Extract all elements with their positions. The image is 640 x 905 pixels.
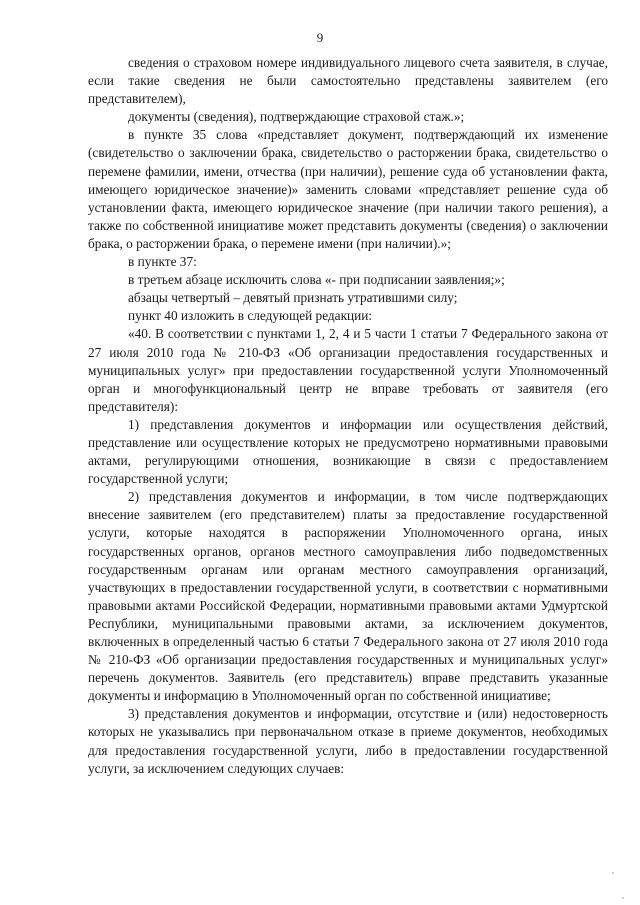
paragraph: 1) представления документов и информации или осуществления действий, представление или осуществление которых не предусмотрено нормативными правовыми актами, регулирующими отношения, возникающие в связи с предоставлением государственной услуги; [88, 416, 608, 487]
page-number: 9 [316, 30, 324, 45]
paragraph: сведения о страховом номере индивидуального лицевого счета заявителя, в случае, если такие сведения не были самостоятельно представлены заявителем (его представителем), [88, 55, 608, 107]
paragraph: абзацы четвертый – девятый признать утратившими силу; [128, 290, 458, 306]
scan-speck [622, 897, 624, 899]
scan-speck [612, 872, 614, 874]
paragraph: 3) представления документов и информации, отсутствие и (или) недостоверность которых не указывались при первоначальном отказе в приеме документов, необходимых для предоставления государственной услуги, либо в предоставлении государственной услуги, за исключением следующих случаев: [88, 706, 608, 776]
paragraph: в третьем абзаце исключить слова «- при подписании заявления;»; [128, 272, 505, 288]
paragraph: пункт 40 изложить в следующей редакции: [128, 308, 373, 324]
paragraph: в пункте 35 слова «представляет документ, подтверждающий их изменение (свидетельство о заключении брака, свидетельство о расторжении брака, свидетельство о перемене фамилии, имени, отчества (при наличии), решение суда об установлении факта, имеющего юридическое значение)» заменить словами «представляет решение суда об установлении факта, имеющего юридическое значение (при наличии такого решения), а также по собственной инициативе может представить документы (сведения) о заключении брака, о расторжении брака, о перемене имени (при наличии).»; [88, 127, 608, 251]
paragraph: в пункте 37: [128, 254, 197, 270]
paragraph: документы (сведения), подтверждающие страховой стаж.»; [128, 109, 465, 125]
document-body [88, 54, 608, 778]
paragraph: 2) представления документов и информации, в том числе подтверждающих внесение заявителем (его представителем) платы за предоставление государственной услуги, которые находятся в распоряжении Уполномоченного органа, иных государственных органов, органов местного самоуправления либо подведомственных государственным органам или органам местного самоуправления организаций, участвующих в предоставлении государственной услуги, в соответствии с нормативными правовыми актами Российской Федерации, нормативными правовыми актами Удмуртской Республики, муниципальными правовыми актами, за исключением документов, включенных в определенный частью 6 статьи 7 Федерального закона от 27 июля 2010 года № 210-ФЗ «Об организации предоставления государственных и муниципальных услуг» перечень документов. Заявитель (его представитель) вправе представить указанные документы и информацию в Уполномоченный орган по собственной инициативе; [88, 489, 608, 704]
paragraph: «40. В соответствии с пунктами 1, 2, 4 и 5 части 1 статьи 7 Федерального закона от 27 июля 2010 года № 210-ФЗ «Об организации предоставления государственных и муниципальных услуг» при предоставлении государственной услуги Уполномоченный орган и многофункциональный центр не вправе требовать от заявителя (его представителя): [88, 326, 608, 414]
